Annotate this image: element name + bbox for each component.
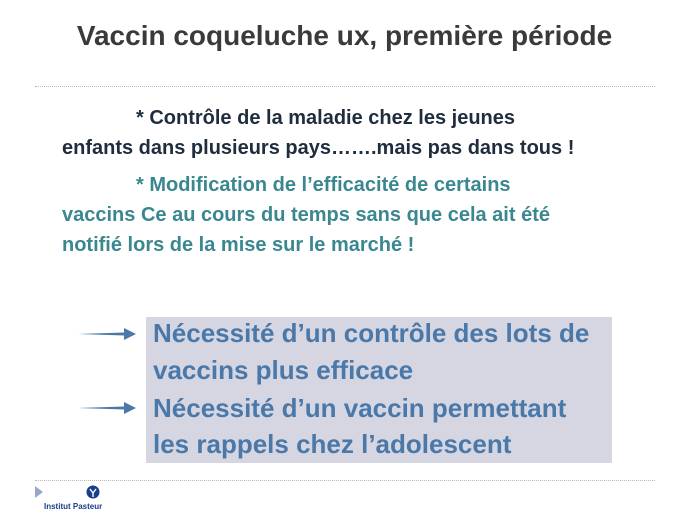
bullet-modification-line-1: * Modification de l’efficacité de certains bbox=[136, 174, 511, 196]
slide-title: Vaccin coqueluche ux, première période bbox=[76, 20, 613, 51]
conclusion-line-1: Nécessité d’un contrôle des lots de bbox=[153, 318, 590, 348]
bottom-divider bbox=[35, 480, 655, 481]
right-arrow-icon bbox=[78, 326, 136, 342]
logo-text: Institut Pasteur bbox=[44, 502, 103, 511]
bullet-modification-line-2: vaccins Ce au cours du temps sans que cela ait été bbox=[62, 204, 550, 226]
bullet-modification bbox=[62, 170, 637, 260]
bullet-control-line-1: * Contrôle de la maladie chez les jeunes bbox=[136, 107, 516, 129]
right-arrow-icon bbox=[78, 400, 136, 416]
top-divider bbox=[35, 86, 655, 87]
bullet-control bbox=[62, 103, 637, 163]
bullet-modification-line-3: notifié lors de la mise sur le marché ! bbox=[62, 234, 415, 256]
conclusion-line-2: vaccins plus efficace bbox=[153, 355, 414, 385]
bullet-control-line-2: enfants dans plusieurs pays…….mais pas dans tous ! bbox=[62, 137, 575, 159]
conclusion-line-3: Nécessité d’un vaccin permettant bbox=[153, 393, 567, 423]
conclusion-line-4: les rappels chez l’adolescent bbox=[153, 429, 512, 459]
